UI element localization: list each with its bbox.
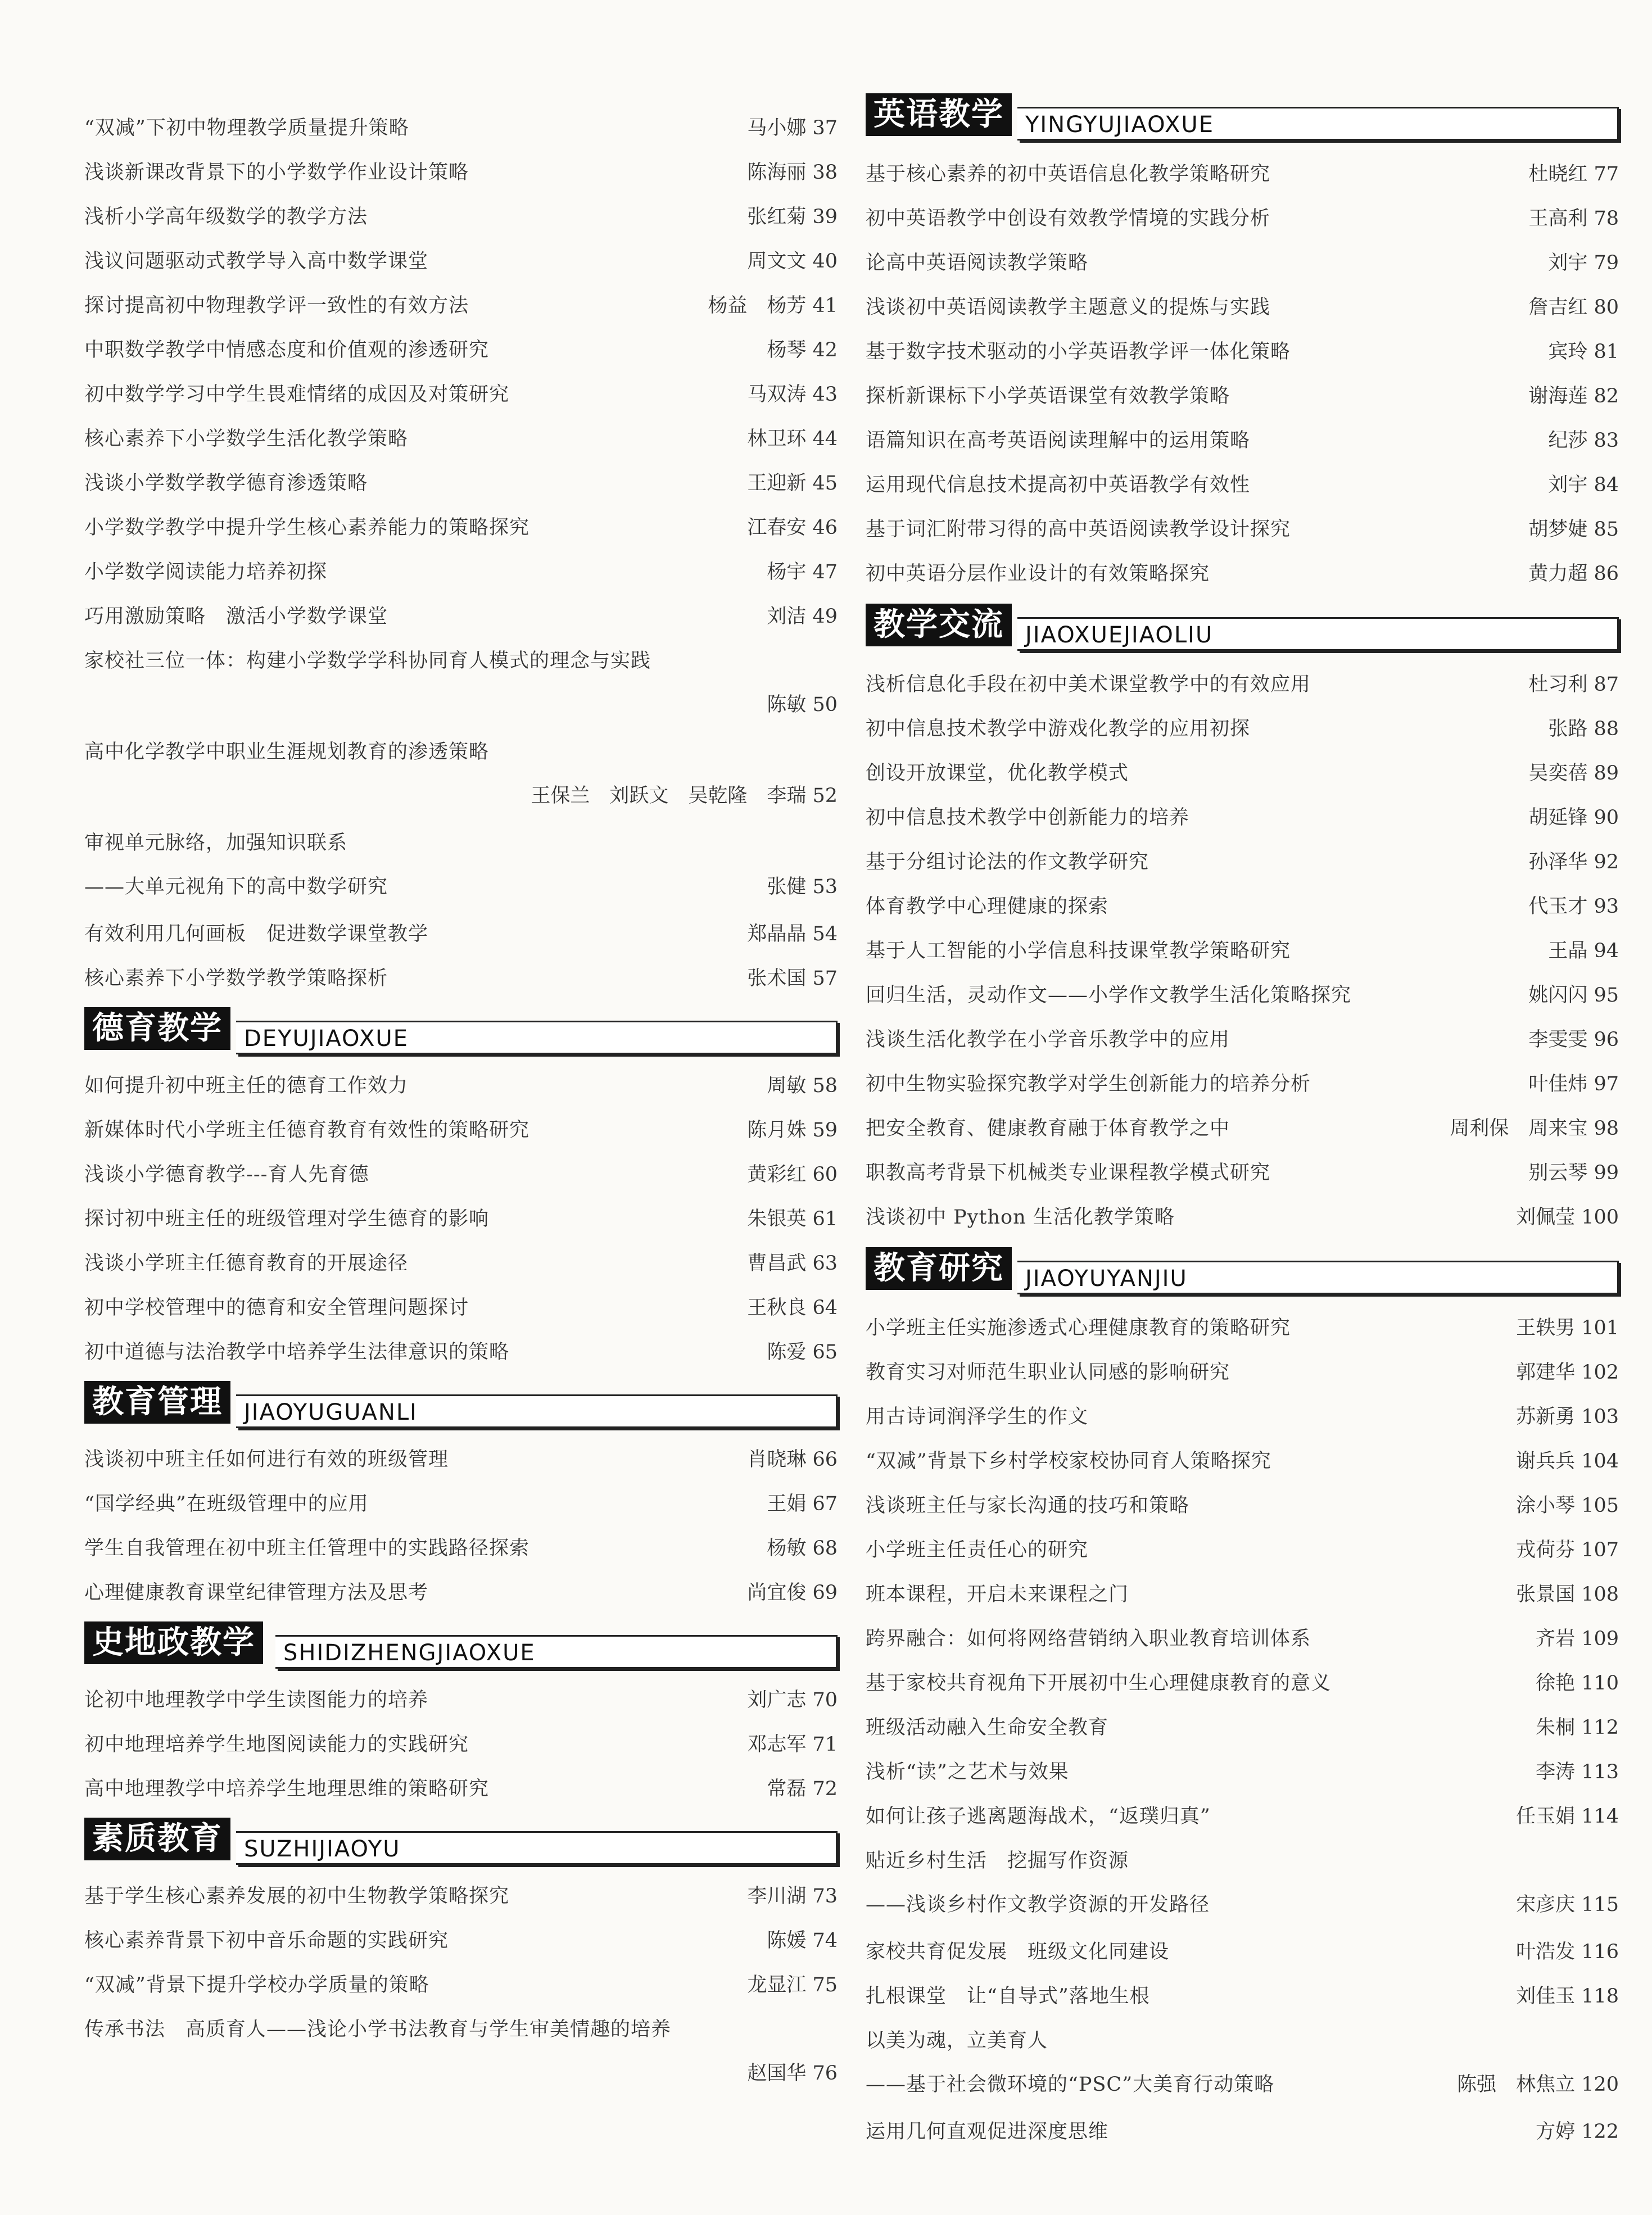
toc-entry[interactable] [84, 240, 838, 284]
entry-title: “国学经典”在班级管理中的应用 [84, 1493, 369, 1515]
entry-title: 巧用激励策略 激活小学数学课堂 [84, 605, 388, 628]
entry-title: 浅谈生活化教学在小学音乐教学中的应用 [866, 1029, 1230, 1051]
toc-entry[interactable] [84, 1065, 838, 1108]
entry-title: 小学数学教学中提升学生核心素养能力的策略探究 [84, 517, 530, 539]
section-banner [1017, 617, 1619, 651]
entry-title: “双减”背景下提升学校办学质量的策略 [84, 1974, 429, 1996]
section-title-en: SUZHIJIAOYU [244, 1836, 401, 1862]
entry-author-page: 谢海莲 82 [1528, 385, 1619, 407]
entry-title: 初中英语教学中创设有效教学情境的实践分析 [866, 207, 1271, 230]
entry-author-page: 杜习利 87 [1528, 673, 1619, 696]
entry-title: 学生自我管理在初中班主任管理中的实践路径探索 [84, 1537, 530, 1560]
entry-author-page: 刘洁 49 [767, 605, 838, 628]
entry-author-page: 孙泽华 92 [1528, 851, 1619, 873]
toc-entry[interactable] [84, 1242, 838, 1286]
entry-author-page: 江春安 46 [747, 517, 838, 539]
entry-author-page: 张景国 108 [1516, 1583, 1619, 1606]
section-header [84, 1378, 838, 1428]
toc-entry[interactable] [866, 153, 1619, 197]
entry-title: “双减”背景下乡村学校家校协同育人策略探究 [866, 1450, 1271, 1473]
toc-entry[interactable] [866, 841, 1619, 885]
toc-entry[interactable] [866, 1706, 1619, 1750]
entry-author-page: 苏新勇 103 [1516, 1406, 1619, 1428]
section-header [866, 1244, 1619, 1294]
entry-subtitle: ——浅谈乡村作文教学资源的开发路径 [866, 1894, 1210, 1916]
entry-author-page: 陈敏 50 [767, 694, 838, 716]
entry-author-page: 陈海丽 38 [747, 161, 838, 184]
entry-author-page: 胡梦婕 85 [1528, 518, 1619, 541]
entry-title: 家校共育促发展 班级文化同建设 [866, 1941, 1170, 1963]
toc-entry[interactable] [866, 1529, 1619, 1573]
toc-entry[interactable] [866, 930, 1619, 973]
entry-title: 浅谈初中英语阅读教学主题意义的提炼与实践 [866, 296, 1271, 319]
section-title-en: DEYUJIAOXUE [244, 1026, 409, 1052]
entry-title: 用古诗词润泽学生的作文 [866, 1406, 1089, 1428]
toc-entry[interactable] [866, 1307, 1619, 1351]
entry-author-page: 戎荷芬 107 [1516, 1539, 1619, 1561]
toc-entry[interactable] [84, 2008, 838, 2096]
entry-author-page: 张术国 57 [747, 967, 838, 990]
entry-title: 初中生物实验探究教学对学生创新能力的培养分析 [866, 1073, 1311, 1095]
toc-entry[interactable] [866, 419, 1619, 463]
entry-author-page: 刘宇 79 [1548, 252, 1619, 274]
toc-entry[interactable] [84, 1109, 838, 1153]
entry-title: 班级活动融入生命安全教育 [866, 1716, 1109, 1739]
entry-title: 班本课程，开启未来课程之门 [866, 1583, 1129, 1606]
toc-entry[interactable] [84, 551, 838, 595]
section-title-cn: 教育研究 [866, 1247, 1012, 1290]
entry-title: 初中英语分层作业设计的有效策略探究 [866, 563, 1210, 585]
toc-entry[interactable] [866, 974, 1619, 1018]
toc-entry[interactable] [84, 506, 838, 550]
entry-author-page: 尚宜俊 69 [747, 1582, 838, 1604]
entry-title: 新媒体时代小学班主任德育教育有效性的策略研究 [84, 1119, 530, 1142]
section-header [84, 1814, 838, 1865]
toc-entry[interactable] [866, 1152, 1619, 1195]
entry-title: 浅谈班主任与家长沟通的技巧和策略 [866, 1494, 1190, 1517]
section-banner [275, 1635, 838, 1669]
toc-entry[interactable] [866, 1484, 1619, 1528]
toc-entry[interactable] [866, 1440, 1619, 1484]
section-title-cn: 素质教育 [84, 1818, 230, 1860]
entry-title: 浅谈小学班主任德育教育的开展途径 [84, 1252, 409, 1275]
toc-entry[interactable] [866, 663, 1619, 707]
toc-entry[interactable] [84, 329, 838, 373]
entry-author-page: 徐艳 110 [1536, 1672, 1619, 1695]
toc-entry[interactable] [84, 640, 838, 727]
entry-title: 基于人工智能的小学信息科技课堂教学策略研究 [866, 940, 1291, 962]
toc-entry[interactable] [866, 197, 1619, 241]
entry-author-page: 别云琴 99 [1528, 1162, 1619, 1184]
entry-title: 贴近乡村生活 挖掘写作资源 [866, 1850, 1129, 1872]
entry-author-page: 陈月姝 59 [747, 1119, 838, 1142]
entry-author-page: 林卫环 44 [747, 428, 838, 450]
section-title-cn: 教育管理 [84, 1381, 230, 1424]
entry-title: 跨界融合：如何将网络营销纳入职业教育培训体系 [866, 1628, 1311, 1650]
entry-author-page: 郭建华 102 [1516, 1361, 1619, 1384]
toc-entry[interactable] [866, 1018, 1619, 1062]
entry-title: 核心素养背景下初中音乐命题的实践研究 [84, 1929, 449, 1952]
entry-title: 如何让孩子逃离题海战术，“返璞归真” [866, 1805, 1211, 1828]
entry-title: 小学数学阅读能力培养初探 [84, 561, 328, 583]
section-banner [236, 1831, 838, 1865]
entry-title: 浅析信息化手段在初中美术课堂教学中的有效应用 [866, 673, 1311, 696]
entry-author-page: 杜晓红 77 [1528, 163, 1619, 185]
toc-entry[interactable] [84, 1723, 838, 1767]
entry-author-page: 陈强 林焦立 120 [1457, 2073, 1619, 2096]
toc-entry[interactable] [84, 913, 838, 957]
toc-entry[interactable] [84, 107, 838, 151]
entry-title: 探讨初中班主任的班级管理对学生德育的影响 [84, 1208, 490, 1230]
entry-title: 浅谈初中班主任如何进行有效的班级管理 [84, 1448, 449, 1471]
entry-title: 初中学校管理中的德育和安全管理问题探讨 [84, 1297, 469, 1319]
toc-entry[interactable] [866, 2019, 1619, 2107]
section-banner [1017, 107, 1619, 141]
entry-author-page: 刘佳玉 118 [1516, 1985, 1619, 2008]
toc-entry[interactable] [84, 151, 838, 195]
entry-author-page: 陈爱 65 [767, 1341, 838, 1364]
toc-entry[interactable] [866, 508, 1619, 552]
entry-title: 传承书法 高质育人——浅论小学书法教育与学生审美情趣的培养 [84, 2018, 672, 2041]
toc-entry[interactable] [866, 2110, 1619, 2154]
toc-entry[interactable] [84, 1571, 838, 1615]
section-header [866, 90, 1619, 141]
entry-title: “双减”下初中物理教学质量提升策略 [84, 117, 409, 139]
entry-author-page: 常磊 72 [767, 1778, 838, 1800]
entry-author-page: 宋彦庆 115 [1516, 1894, 1619, 1916]
toc-entry[interactable] [84, 1438, 838, 1482]
entry-title: 论初中地理教学中学生读图能力的培养 [84, 1689, 429, 1711]
entry-title: 基于数字技术驱动的小学英语教学评一体化策略 [866, 341, 1291, 363]
entry-author-page: 陈媛 74 [767, 1929, 838, 1952]
entry-title: 小学班主任实施渗透式心理健康教育的策略研究 [866, 1317, 1291, 1339]
section-header [866, 600, 1619, 651]
entry-title: 扎根课堂 让“自导式”落地生根 [866, 1985, 1150, 2008]
entry-title: 高中地理教学中培养学生地理思维的策略研究 [84, 1778, 490, 1800]
toc-entry[interactable] [84, 1527, 838, 1571]
entry-author-page: 纪莎 83 [1548, 429, 1619, 452]
entry-author-page: 叶佳炜 97 [1528, 1073, 1619, 1095]
section-banner [236, 1021, 838, 1054]
entry-title: 初中信息技术教学中游戏化教学的应用初探 [866, 718, 1251, 740]
entry-title: 把安全教育、健康教育融于体育教学之中 [866, 1117, 1230, 1140]
entry-author-page: 代玉才 93 [1528, 895, 1619, 918]
toc-entry[interactable] [866, 1662, 1619, 1706]
entry-title: 心理健康教育课堂纪律管理方法及思考 [84, 1582, 429, 1604]
toc-entry[interactable] [866, 464, 1619, 508]
toc-entry[interactable] [866, 242, 1619, 286]
toc-entry[interactable] [84, 957, 838, 1001]
toc-entry[interactable] [84, 1964, 838, 2008]
toc-entry[interactable] [866, 1351, 1619, 1395]
entry-title: 探析新课标下小学英语课堂有效教学策略 [866, 385, 1230, 407]
entry-title: 核心素养下小学数学生活化教学策略 [84, 428, 409, 450]
entry-author-page: 涂小琴 105 [1516, 1494, 1619, 1517]
entry-author-page: 曹昌武 63 [747, 1252, 838, 1275]
section-banner [1017, 1261, 1619, 1294]
entry-author-page: 詹吉红 80 [1528, 296, 1619, 319]
toc-entry[interactable] [84, 1153, 838, 1197]
entry-title: 基于分组讨论法的作文教学研究 [866, 851, 1149, 873]
entry-author-page: 任玉娟 114 [1516, 1805, 1619, 1828]
section-title-en: SHIDIZHENGJIAOXUE [283, 1640, 536, 1666]
toc-entry[interactable] [84, 1198, 838, 1242]
toc-entry[interactable] [866, 552, 1619, 596]
section-title-en: JIAOYUGUANLI [244, 1399, 418, 1425]
toc-entry[interactable] [866, 1063, 1619, 1107]
entry-author-page: 吴奕蓓 89 [1528, 762, 1619, 785]
toc-entry[interactable] [84, 595, 838, 639]
entry-author-page: 姚闪闪 95 [1528, 984, 1619, 1007]
section-banner [236, 1394, 838, 1428]
entry-author-page: 刘广志 70 [747, 1689, 838, 1711]
entry-author-page: 李川湖 73 [747, 1885, 838, 1908]
toc-entry[interactable] [84, 822, 838, 909]
section-title-en: JIAOXUEJIAOLIU [1025, 622, 1214, 648]
entry-title: 审视单元脉络，加强知识联系 [84, 832, 348, 854]
entry-author-page: 张路 88 [1548, 718, 1619, 740]
entry-author-page: 齐岩 109 [1536, 1628, 1619, 1650]
entry-author-page: 王高利 78 [1528, 207, 1619, 230]
entry-title: 基于家校共育视角下开展初中生心理健康教育的意义 [866, 1672, 1332, 1695]
entry-title: 基于词汇附带习得的高中英语阅读教学设计探究 [866, 518, 1291, 541]
entry-title: 体育教学中心理健康的探索 [866, 895, 1109, 918]
entry-title: 回归生活，灵动作文——小学作文教学生活化策略探究 [866, 984, 1352, 1007]
toc-entry[interactable] [84, 731, 838, 818]
toc-entry[interactable] [866, 1396, 1619, 1439]
entry-author-page: 王晶 94 [1548, 940, 1619, 962]
section-title-en: JIAOYUYANJIU [1025, 1266, 1188, 1292]
entry-author-page: 肖晓琳 66 [747, 1448, 838, 1471]
toc-entry[interactable] [866, 708, 1619, 751]
entry-author-page: 张红菊 39 [747, 206, 838, 228]
section-header [84, 1004, 838, 1054]
toc-entry[interactable] [84, 1679, 838, 1723]
entry-author-page: 杨宇 47 [767, 561, 838, 583]
entry-title: 如何提升初中班主任的德育工作效力 [84, 1075, 409, 1097]
toc-entry[interactable] [866, 286, 1619, 330]
entry-author-page: 方婷 122 [1536, 2121, 1619, 2143]
entry-title: 浅谈小学德育教学---育人先育德 [84, 1163, 369, 1186]
entry-title: 浅谈小学数学教学德育渗透策略 [84, 472, 368, 495]
entry-author-page: 邓志军 71 [747, 1733, 838, 1756]
entry-author-page: 张健 53 [767, 876, 838, 898]
toc-entry[interactable] [84, 1768, 838, 1811]
section-title-cn: 英语教学 [866, 93, 1012, 136]
section-title-cn: 史地政教学 [84, 1621, 263, 1664]
entry-title: 运用现代信息技术提高初中英语教学有效性 [866, 474, 1251, 496]
entry-author-page: 杨敏 68 [767, 1537, 838, 1560]
entry-author-page: 黄力超 86 [1528, 563, 1619, 585]
entry-title: 高中化学教学中职业生涯规划教育的渗透策略 [84, 741, 490, 763]
toc-entry[interactable] [84, 1875, 838, 1919]
toc-entry[interactable] [84, 196, 838, 239]
entry-title: 职教高考背景下机械类专业课程教学模式研究 [866, 1162, 1271, 1184]
entry-author-page: 周敏 58 [767, 1075, 838, 1097]
entry-author-page: 杨琴 42 [767, 339, 838, 361]
entry-title: 基于核心素养的初中英语信息化教学策略研究 [866, 163, 1271, 185]
entry-author-page: 王秋良 64 [747, 1297, 838, 1319]
toc-entry[interactable] [866, 1573, 1619, 1617]
entry-title: 初中道德与法治教学中培养学生法律意识的策略 [84, 1341, 510, 1364]
entry-title: 浅谈初中 Python 生活化教学策略 [866, 1206, 1175, 1229]
section-title-cn: 教学交流 [866, 604, 1012, 646]
entry-author-page: 王保兰 刘跃文 吴乾隆 李瑞 52 [531, 785, 838, 807]
toc-entry[interactable] [84, 1331, 838, 1375]
entry-author-page: 宾玲 81 [1548, 341, 1619, 363]
toc-entry[interactable] [866, 752, 1619, 796]
entry-title: 浅析“读”之艺术与效果 [866, 1761, 1069, 1783]
toc-entry[interactable] [866, 1840, 1619, 1927]
toc-entry[interactable] [84, 1287, 838, 1330]
entry-author-page: 王娟 67 [767, 1493, 838, 1515]
entry-author-page: 王迎新 45 [747, 472, 838, 495]
toc-entry[interactable] [84, 1919, 838, 1963]
entry-author-page: 王轶男 101 [1516, 1317, 1619, 1339]
entry-author-page: 胡延锋 90 [1528, 807, 1619, 829]
section-header [84, 1618, 838, 1669]
entry-title: 初中信息技术教学中创新能力的培养 [866, 807, 1190, 829]
entry-author-page: 杨益 杨芳 41 [708, 295, 838, 317]
entry-author-page: 谢兵兵 104 [1516, 1450, 1619, 1473]
entry-subtitle: ——大单元视角下的高中数学研究 [84, 876, 388, 898]
entry-author-page: 李涛 113 [1536, 1761, 1619, 1783]
entry-title: 有效利用几何画板 促进数学课堂教学 [84, 923, 429, 945]
toc-entry[interactable] [866, 1196, 1619, 1240]
entry-title: 语篇知识在高考英语阅读理解中的运用策略 [866, 429, 1251, 452]
toc-entry[interactable] [84, 284, 838, 328]
entry-subtitle: ——基于社会微环境的“PSC”大美育行动策略 [866, 2073, 1275, 2096]
toc-entry[interactable] [866, 1618, 1619, 1661]
entry-author-page: 马小娜 37 [747, 117, 838, 139]
entry-author-page: 周文文 40 [747, 250, 838, 273]
entry-author-page: 赵国华 76 [747, 2062, 838, 2085]
toc-entry[interactable] [866, 1795, 1619, 1839]
entry-author-page: 龙显江 75 [747, 1974, 838, 1996]
entry-author-page: 马双涛 43 [747, 383, 838, 406]
toc-entry[interactable] [866, 1751, 1619, 1795]
toc-entry[interactable] [866, 885, 1619, 929]
toc-entry[interactable] [866, 1975, 1619, 2019]
entry-title: 初中地理培养学生地图阅读能力的实践研究 [84, 1733, 469, 1756]
section-title-en: YINGYUJIAOXUE [1025, 112, 1214, 138]
entry-title: 浅谈新课改背景下的小学数学作业设计策略 [84, 161, 469, 184]
entry-author-page: 朱银英 61 [747, 1208, 838, 1230]
entry-title: 中职数学教学中情感态度和价值观的渗透研究 [84, 339, 490, 361]
entry-title: 浅析小学高年级数学的教学方法 [84, 206, 368, 228]
entry-author-page: 李雯雯 96 [1528, 1029, 1619, 1051]
section-title-cn: 德育教学 [84, 1007, 230, 1050]
entry-author-page: 朱桐 112 [1536, 1716, 1619, 1739]
entry-author-page: 周利保 周来宝 98 [1450, 1117, 1619, 1140]
entry-title: 浅议问题驱动式教学导入高中数学课堂 [84, 250, 429, 273]
entry-author-page: 郑晶晶 54 [747, 923, 838, 945]
entry-title: 创设开放课堂，优化教学模式 [866, 762, 1129, 785]
toc-entry[interactable] [84, 462, 838, 506]
entry-title: 教育实习对师范生职业认同感的影响研究 [866, 1361, 1230, 1384]
toc-entry[interactable] [84, 373, 838, 417]
entry-title: 以美为魂，立美育人 [866, 2030, 1048, 2052]
entry-title: 家校社三位一体：构建小学数学学科协同育人模式的理念与实践 [84, 650, 651, 672]
toc-entry[interactable] [866, 1931, 1619, 1974]
entry-author-page: 叶浩发 116 [1516, 1941, 1619, 1963]
toc-entry[interactable] [866, 375, 1619, 419]
toc-entry[interactable] [866, 1107, 1619, 1151]
toc-entry[interactable] [84, 418, 838, 461]
entry-author-page: 黄彩红 60 [747, 1163, 838, 1186]
entry-title: 论高中英语阅读教学策略 [866, 252, 1089, 274]
entry-title: 基于学生核心素养发展的初中生物教学策略探究 [84, 1885, 510, 1908]
entry-title: 初中数学学习中学生畏难情绪的成因及对策研究 [84, 383, 510, 406]
entry-title: 运用几何直观促进深度思维 [866, 2121, 1109, 2143]
entry-title: 小学班主任责任心的研究 [866, 1539, 1089, 1561]
toc-entry[interactable] [84, 1483, 838, 1527]
toc-entry[interactable] [866, 330, 1619, 374]
entry-title: 探讨提高初中物理教学评一致性的有效方法 [84, 295, 469, 317]
entry-author-page: 刘宇 84 [1548, 474, 1619, 496]
toc-entry[interactable] [866, 796, 1619, 840]
entry-author-page: 刘佩莹 100 [1516, 1206, 1619, 1229]
entry-title: 核心素养下小学数学教学策略探析 [84, 967, 388, 990]
